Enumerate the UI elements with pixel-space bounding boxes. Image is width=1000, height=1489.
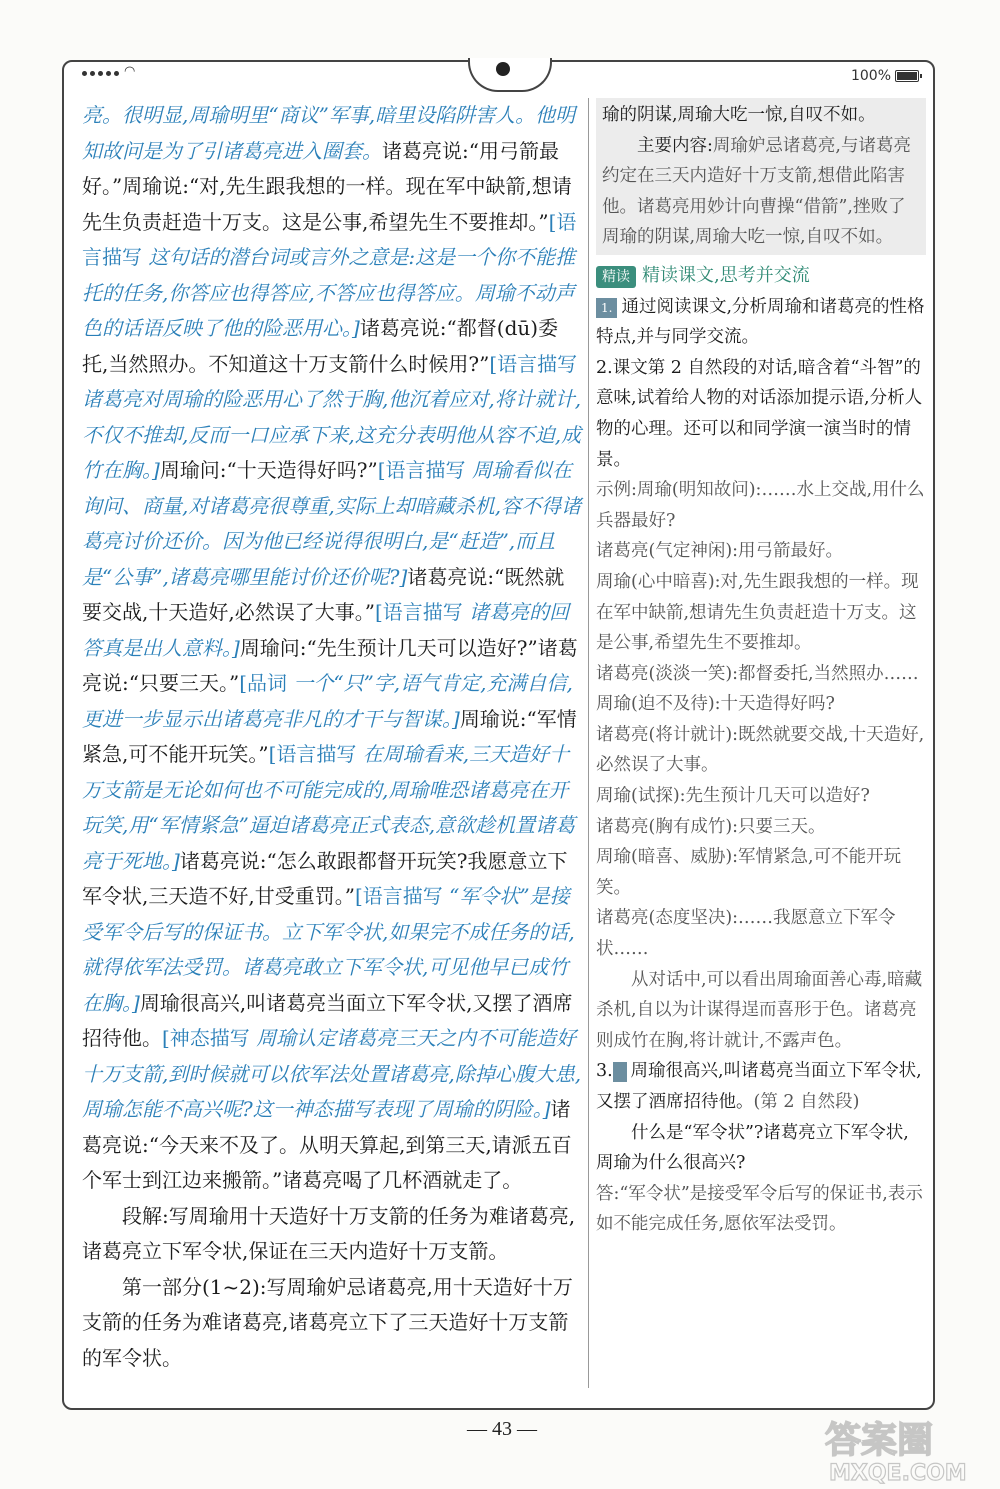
annotation: 这句话的潜台词或言外之意是:这是一个你不能推托的任务,你答应也得答应,不答应也得答应。周瑜不动声色的话语反映了他的险恶用心。]	[82, 245, 576, 340]
question-1	[596, 292, 926, 353]
camera-icon	[496, 62, 510, 76]
page-number: — 43 —	[467, 1418, 537, 1440]
question-badge	[613, 1062, 627, 1082]
signal-icon	[82, 71, 119, 76]
annotation: 周瑜认定诸葛亮三天之内不可能造好十万支箭,到时候就可以依军法处置诸葛亮,除掉心腹大患,周瑜怎能不高兴呢?这一神态描写表现了周瑜的阴险。]	[82, 1026, 582, 1121]
main-content	[602, 131, 920, 253]
watermark-en: MXQE.COM	[829, 1461, 967, 1486]
text: 周瑜很高兴,叫诸葛亮当面立下军令状,又摆了酒席招待他。	[82, 990, 573, 1050]
battery-percent: 100%	[850, 68, 891, 84]
annotation: 在周瑜看来,三天造好十万支箭是无论如何也不可能完成的,周瑜唯恐诸葛亮在开玩笑,用“军情紧急”逼迫诸葛亮正式表态,意欲趁机置诸葛亮于死地。]	[82, 742, 576, 873]
annotation: 周瑜看似在询问、商量,对诸葛亮很尊重,实际上却暗藏杀机,容不得诸葛亮讨价还价。因为他已经说得很明白,是“赶造”,而且是“公事”,诸葛亮哪里能讨价还价呢?]	[82, 458, 582, 589]
left-column	[82, 98, 582, 1376]
dialogue-line: 周瑜(试探):先生预计几天可以造好?	[596, 786, 870, 807]
annotation: “军令状”是接受军令后写的保证书。立下军令状,如果完不成任务的话,就得依军法受罚。诸葛亮敢立下军令状,可见他早已成竹在胸。]	[82, 884, 575, 1015]
answer-text: 答:“军令状”是接受军令后写的保证书,表示如不能完成任务,愿依军法受罚。	[596, 1183, 923, 1235]
status-bar	[64, 62, 933, 88]
text: 诸葛亮说:“怎么敢跟都督开玩笑?我愿意立下军令状,三天造不好,甘受重罚。”	[82, 848, 568, 908]
question-2: 2.课文第 2 自然段的对话,暗含着“斗智”的意味,试着给人物的对话添加提示语,分析人物的心理。还可以和同学演一演当时的情景。	[596, 357, 923, 470]
dialogue-line: 诸葛亮(将计就计):既然就要交战,十天造好,必然误了大事。	[596, 724, 925, 776]
text: 周瑜问:“先生预计几天可以造好?”诸葛亮说:“只要三天。”	[82, 635, 578, 695]
annotation-tag: [语言描写	[82, 209, 577, 269]
dialogue-line: 周瑜(暗喜、威胁):军情紧急,可不能开玩笑。	[596, 847, 902, 898]
question-number: 3.	[596, 1061, 613, 1082]
dialogue-line: 诸葛亮(淡淡一笑):都督委托,当然照办……	[596, 663, 919, 684]
annotation-tag: [语言描写	[354, 884, 443, 908]
dialogue-line: 诸葛亮(胸有成竹):只要三天。	[596, 816, 826, 837]
paragraph-part-one: 第一部分(1~2):写周瑜妒忌诸葛亮,用十天造好十万支箭的任务为难诸葛亮,诸葛亮立下了三天造好十万支箭的军令状。	[82, 1274, 573, 1370]
paragraph	[82, 98, 582, 1199]
section-badge: 精读	[596, 266, 636, 288]
question-3	[596, 1056, 926, 1117]
annotation: 一个“只”字,语气肯定,充满自信,更进一步显示出诸葛亮非凡的才干与智谋。]	[82, 671, 573, 731]
watermark-cn: 答案圈	[825, 1420, 934, 1461]
annotation-tag: [语言描写	[374, 600, 463, 624]
annotation-tag: [品词	[239, 671, 287, 695]
main-content-text: 周瑜妒忌诸葛亮,与诸葛亮约定在三天内造好十万支箭,想借此陷害他。诸葛亮用妙计向曹操“借箭”,挫败了周瑜的阴谋,周瑜大吃一惊,自叹不如。	[602, 135, 911, 248]
dialogue-line: 周瑜(迫不及待):十天造得好吗?	[596, 694, 835, 715]
text: 周瑜问:“十天造得好吗?”	[159, 458, 378, 482]
battery-icon	[895, 70, 919, 82]
annotation: 诸葛亮对周瑜的险恶用心了然于胸,他沉着应对,将计就计,不仅不推却,反而一口应承下来,这充分表明他从容不迫,成竹在胸。]	[82, 387, 582, 482]
summary-box	[596, 98, 926, 255]
annotation-tag: [语言描写	[489, 351, 578, 376]
section-header	[596, 261, 926, 292]
annotation-tag: [语言描写	[268, 742, 357, 766]
annotation: 亮。很明显,周瑜明里“商议”军事,暗里设陷阱害人。他明知故问是为了引诸葛亮进入圈套。	[82, 103, 576, 163]
watermark-logo	[815, 1412, 985, 1487]
annotation-tag: [神态描写	[162, 1026, 250, 1050]
question-note: (第 2 自然段)	[753, 1092, 860, 1112]
text: 诸葛亮说:“今天来不及了。从明天算起,到第三天,请派五百个军士到江边来搬箭。”诸葛亮喝了几杯酒就走了。	[82, 1097, 572, 1192]
text: 诸葛亮说:“既然就要交战,十天造好,必然误了大事。”	[82, 564, 565, 624]
question-text: 周瑜很高兴,叫诸葛亮当面立下军令状,又摆了酒席招待他。	[596, 1061, 922, 1112]
main-content-label: 主要内容:	[637, 135, 713, 156]
dialogue-line: 诸葛亮(气定神闲):用弓箭最好。	[596, 541, 844, 562]
dialogue-line: 诸葛亮(态度坚决):……我愿意立下军令状……	[596, 908, 896, 960]
question-text: 通过阅读课文,分析周瑜和诸葛亮的性格特点,并与同学交流。	[596, 296, 925, 348]
right-column	[596, 98, 926, 1240]
example-intro: 示例:周瑜(明知故问):……水上交战,用什么兵器最好?	[596, 480, 925, 531]
text: 诸葛亮说:“用弓箭最好。”周瑜说:“对,先生跟我想的一样。现在军中缺箭,想请先生负责赶造十万支。这是公事,希望先生不要推却。”	[82, 138, 572, 234]
dialogue-summary: 从对话中,可以看出周瑜面善心毒,暗藏杀机,自以为计谋得逞而喜形于色。诸葛亮则成竹在胸,将计就计,不露声色。	[596, 969, 923, 1051]
text: 周瑜说:“军情紧急,可不能开玩笑。”	[82, 706, 577, 766]
annotation-tag: [语言描写	[377, 458, 466, 482]
dialogue-line: 周瑜(心中暗喜):对,先生跟我想的一样。现在军中缺箭,想请先生负责赶造十万支。这是公事,希望先生不要推却。	[596, 571, 919, 654]
question-badge: 1.	[596, 298, 617, 318]
section-title: 精读课文,思考并交流	[642, 264, 810, 286]
text: 瑜的阴谋,周瑜大吃一惊,自叹不如。	[602, 105, 876, 125]
question-ask: 什么是“军令状”?诸葛亮立下军令状,周瑜为什么很高兴?	[596, 1122, 909, 1174]
paragraph-analysis: 段解:写周瑜用十天造好十万支箭的任务为难诸葛亮,诸葛亮立下军令状,保证在三天内造好十万支箭。	[82, 1203, 576, 1263]
wifi-icon: ◠	[124, 64, 136, 79]
column-divider	[588, 98, 589, 1388]
annotation: 诸葛亮的回答真是出人意料。]	[82, 600, 570, 660]
text: 诸葛亮说:“都督(dū)委托,当然照办。不知道这十万支箭什么时候用?”	[82, 316, 559, 376]
